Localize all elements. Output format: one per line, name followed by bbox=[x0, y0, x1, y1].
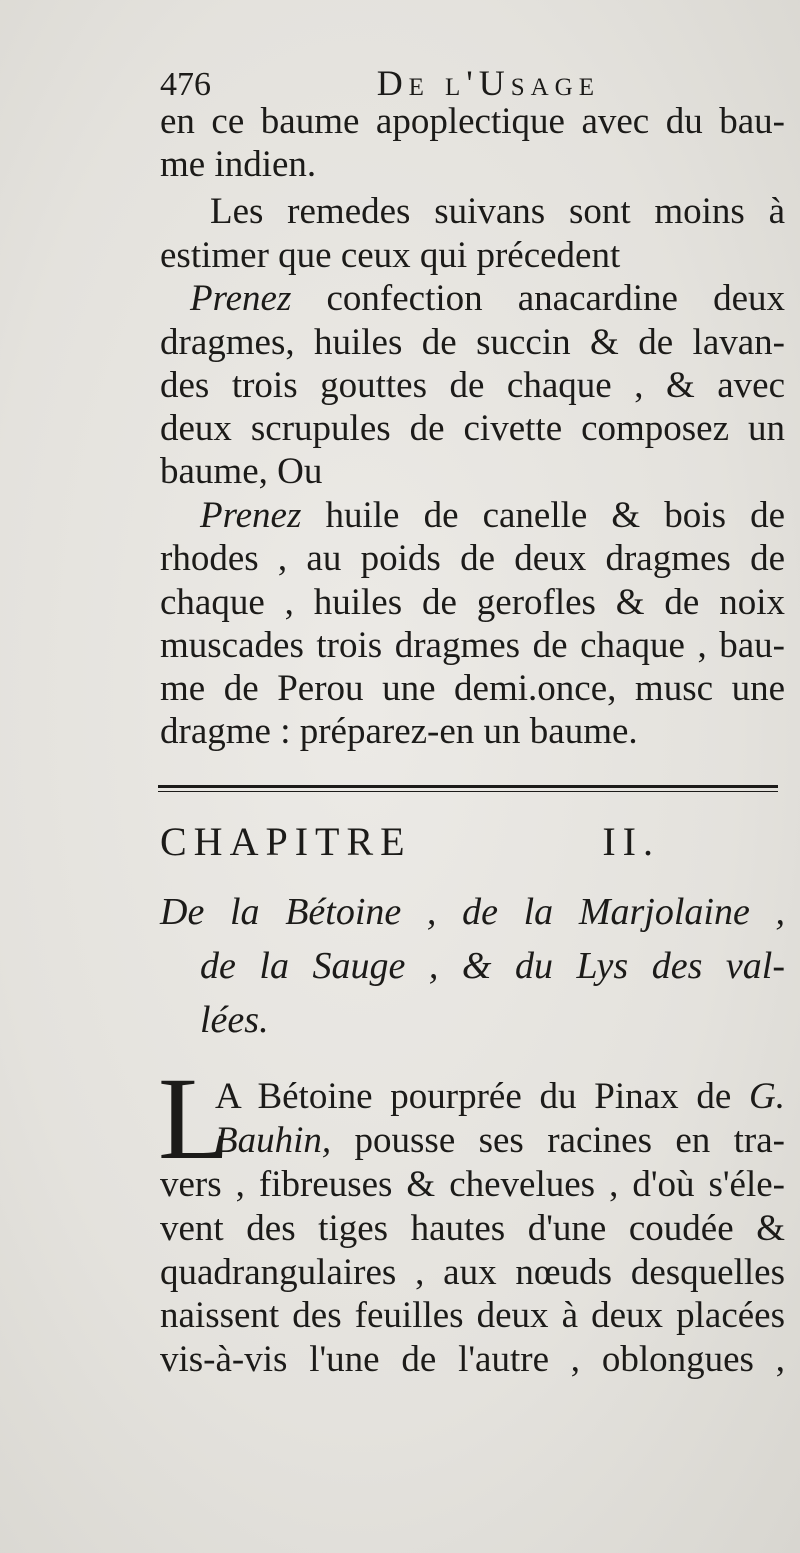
chapter-title-line: de la Sauge , & du Lys des val- bbox=[200, 945, 785, 987]
text-fragment: huile de canelle & bois de bbox=[325, 495, 786, 536]
prenez-word: Prenez bbox=[190, 278, 292, 319]
text-line: naissent des feuilles deux à deux placées bbox=[160, 1295, 785, 1336]
text-fragment: pousse ses racines en tra- bbox=[354, 1120, 785, 1161]
body-second-line bbox=[215, 1122, 785, 1159]
body-first-line bbox=[215, 1078, 785, 1115]
recipe-first-line bbox=[190, 280, 785, 317]
text-line: dragme : préparez-en un baume. bbox=[160, 711, 638, 752]
section-rule-thin bbox=[158, 791, 778, 792]
text-line: des trois gouttes de chaque , & avec bbox=[160, 365, 785, 406]
text-fragment: confection anacardine deux bbox=[326, 278, 785, 319]
text-line: deux scrupules de civette composez un bbox=[160, 408, 785, 449]
author-initial: G. bbox=[749, 1076, 786, 1117]
text-line: me de Perou une demi.once, musc une bbox=[160, 668, 785, 709]
text-line: quadrangulaires , aux nœuds desquelles bbox=[160, 1252, 785, 1293]
author-name: Bauhin, bbox=[215, 1120, 332, 1161]
text-line: me indien. bbox=[160, 144, 317, 185]
text-line: vent des tiges hautes d'une coudée & bbox=[160, 1208, 785, 1249]
text-line: estimer que ceux qui précedent bbox=[160, 235, 621, 276]
text-line: dragmes, huiles de succin & de lavan- bbox=[160, 322, 785, 363]
text-line: en ce baume apoplectique avec du bau- bbox=[160, 101, 785, 142]
running-head bbox=[160, 62, 600, 104]
chapter-heading bbox=[160, 818, 660, 865]
chapter-label: CHAPITRE bbox=[160, 819, 412, 864]
running-title: De l'Usage bbox=[376, 63, 600, 103]
chapter-number: II. bbox=[602, 819, 660, 864]
section-rule bbox=[158, 785, 778, 788]
text-line: Les remedes suivans sont moins à bbox=[210, 191, 785, 232]
text-line: chaque , huiles de gerofles & de noix bbox=[160, 582, 785, 623]
chapter-title-line: De la Bétoine , de la Marjolaine , bbox=[160, 891, 785, 933]
text-fragment: A Bétoine pourprée du Pinax de bbox=[215, 1076, 732, 1117]
text-line: muscades trois dragmes de chaque , bau- bbox=[160, 625, 785, 666]
drop-cap: L bbox=[158, 1053, 231, 1184]
page-number: 476 bbox=[160, 66, 211, 103]
text-line: baume, Ou bbox=[160, 451, 323, 492]
text-line: vers , fibreuses & chevelues , d'où s'éle- bbox=[160, 1164, 785, 1205]
text-line: rhodes , au poids de deux dragmes de bbox=[160, 538, 785, 579]
text-line: vis-à-vis l'une de l'autre , oblongues , bbox=[160, 1339, 785, 1380]
prenez-word: Prenez bbox=[200, 495, 302, 536]
chapter-title-line: lées. bbox=[200, 999, 269, 1041]
recipe-first-line bbox=[200, 497, 785, 534]
